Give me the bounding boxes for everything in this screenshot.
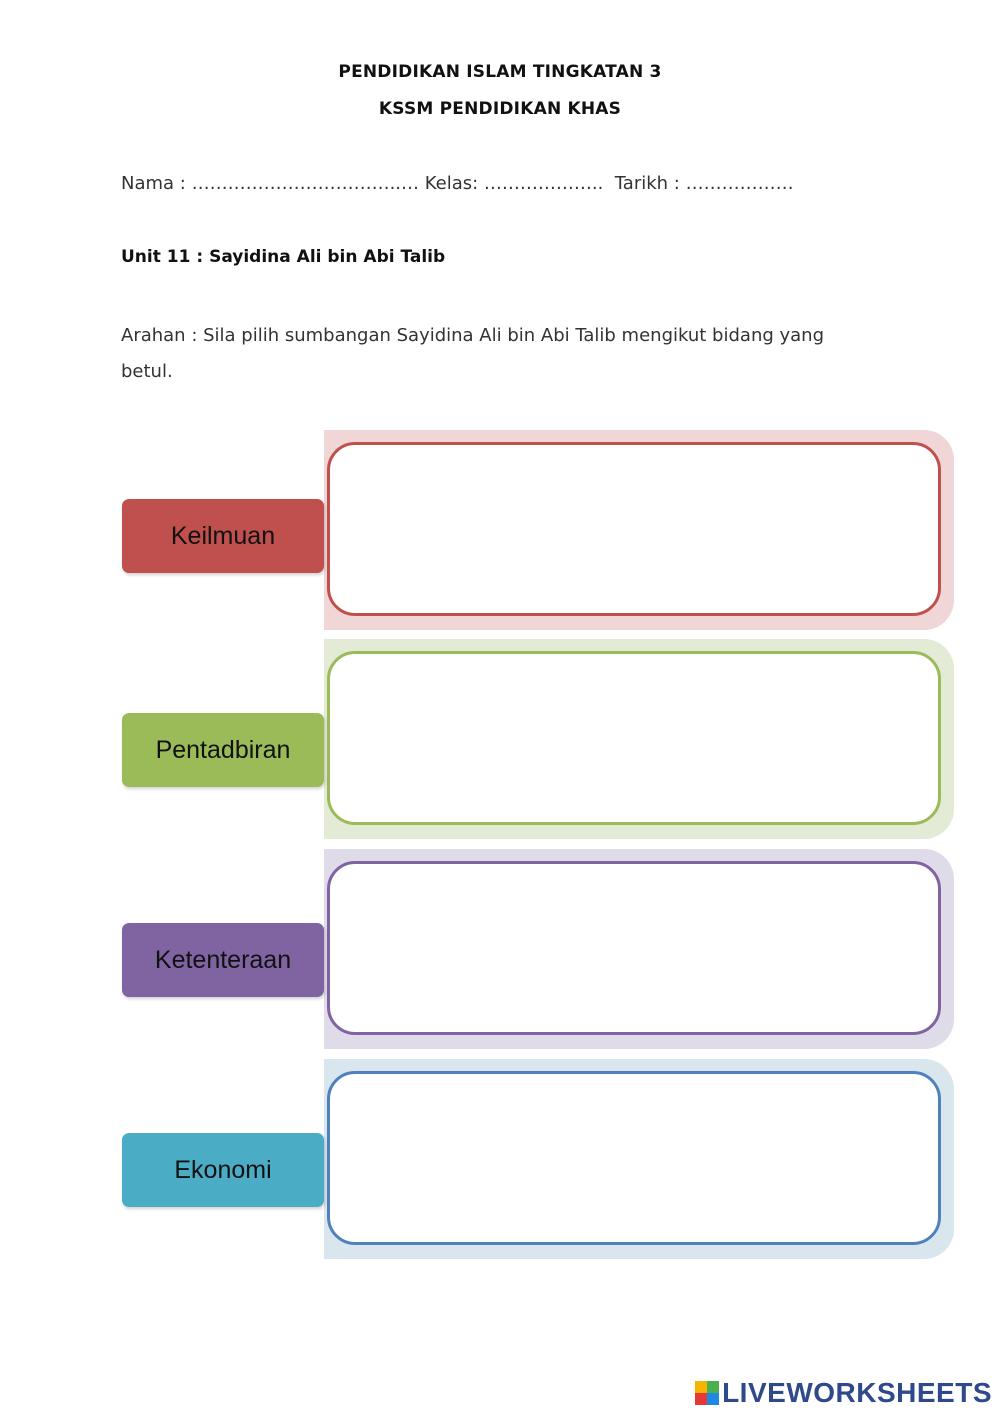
category-row-ekonomi xyxy=(0,1059,1000,1259)
liveworksheets-logo xyxy=(695,1376,992,1410)
logo-text: LIVEWORKSHEETS xyxy=(722,1377,992,1408)
worksheet-subtitle: KSSM PENDIDIKAN KHAS xyxy=(378,99,622,119)
answer-drop-box[interactable] xyxy=(327,1071,941,1245)
category-label: Ekonomi xyxy=(122,1133,324,1207)
category-label: Keilmuan xyxy=(122,499,324,573)
worksheet-title: PENDIDIKAN ISLAM TINGKATAN 3 xyxy=(338,62,662,82)
instruction-text: Arahan : Sila pilih sumbangan Sayidina Ali bin Abi Talib mengikut bidang yang betul. xyxy=(121,325,825,382)
category-row-pentadbiran xyxy=(0,639,1000,839)
liveworksheets-logo-icon xyxy=(695,1381,719,1405)
answer-drop-box[interactable] xyxy=(327,442,941,616)
student-info-line: Nama : ……………………………..… Kelas: ……………….. Tarikh : ……………… xyxy=(121,173,794,194)
category-label: Ketenteraan xyxy=(122,923,324,997)
category-label: Pentadbiran xyxy=(122,713,324,787)
answer-drop-box[interactable] xyxy=(327,651,941,825)
unit-heading: Unit 11 : Sayidina Ali bin Abi Talib xyxy=(121,247,446,267)
category-row-ketenteraan xyxy=(0,849,1000,1049)
category-row-keilmuan xyxy=(0,430,1000,630)
answer-drop-box[interactable] xyxy=(327,861,941,1035)
